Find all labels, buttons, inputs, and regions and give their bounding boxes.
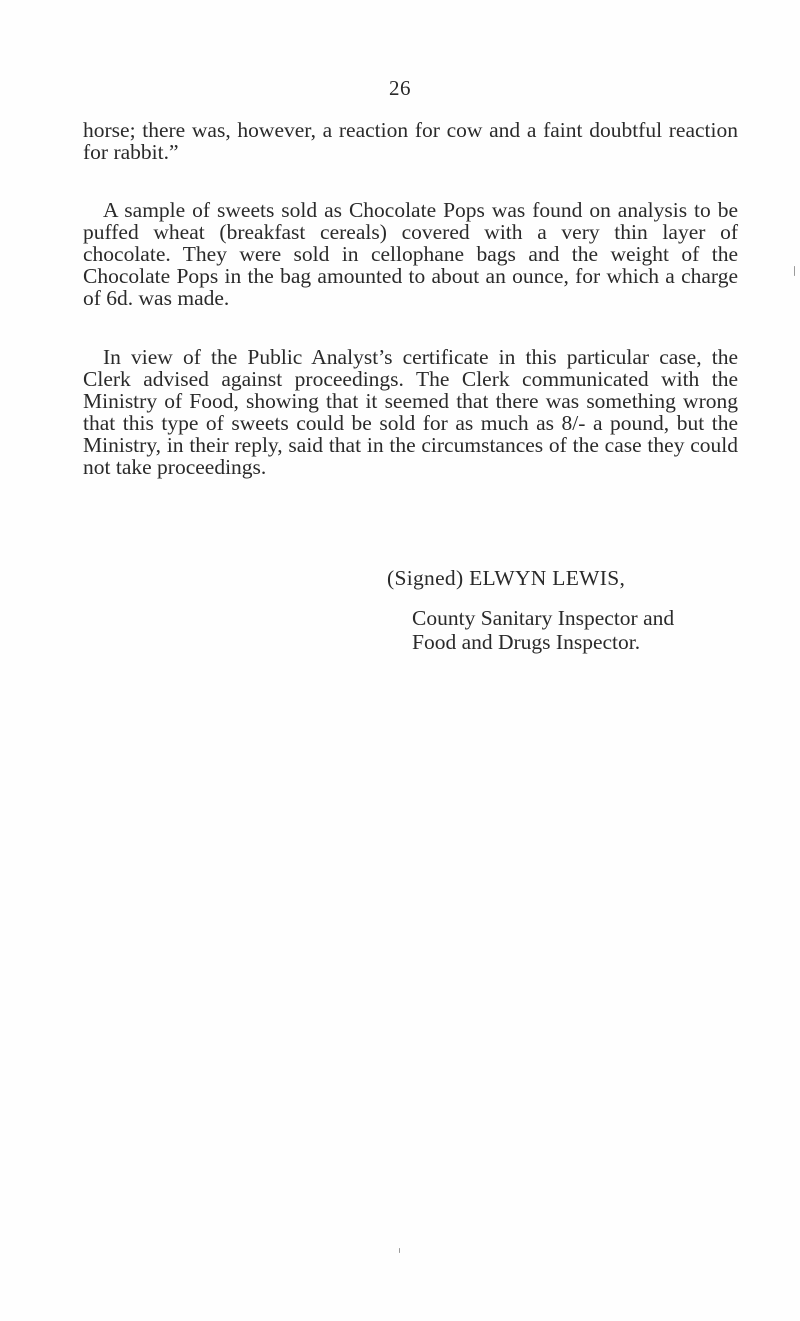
page-number: 26 xyxy=(389,76,411,100)
paragraph-public-analyst: In view of the Public Analyst’s certificate in this particular case, the Clerk advised against proceedings. The Clerk communicated with the Ministry of Food, showing that it seemed that there was something wrong that this type of sweets could be sold for as much as 8/- a pound, but the Ministry, in their reply, said that in the circumstances of the case they could not take proceedings. xyxy=(83,345,738,479)
scan-speck xyxy=(794,266,795,276)
scan-speck xyxy=(399,1248,400,1253)
signatory-name: (Signed) ELWYN LEWIS, xyxy=(387,566,626,590)
paragraph-continuation: horse; there was, however, a reaction for cow and a faint doubtful reaction for rabbit.” xyxy=(83,118,738,164)
paragraph-chocolate-pops: A sample of sweets sold as Chocolate Pops was found on analysis to be puffed wheat (breakfast cereals) covered with a very thin layer of chocolate. They were sold in cellophane bags and the weight of the Chocolate Pops in the bag amounted to about an ounce, for which a charge of 6d. was made. xyxy=(83,198,738,310)
signatory-title-line-1: County Sanitary Inspector and xyxy=(412,606,675,630)
signatory-title-line-2: Food and Drugs Inspector. xyxy=(412,630,641,654)
